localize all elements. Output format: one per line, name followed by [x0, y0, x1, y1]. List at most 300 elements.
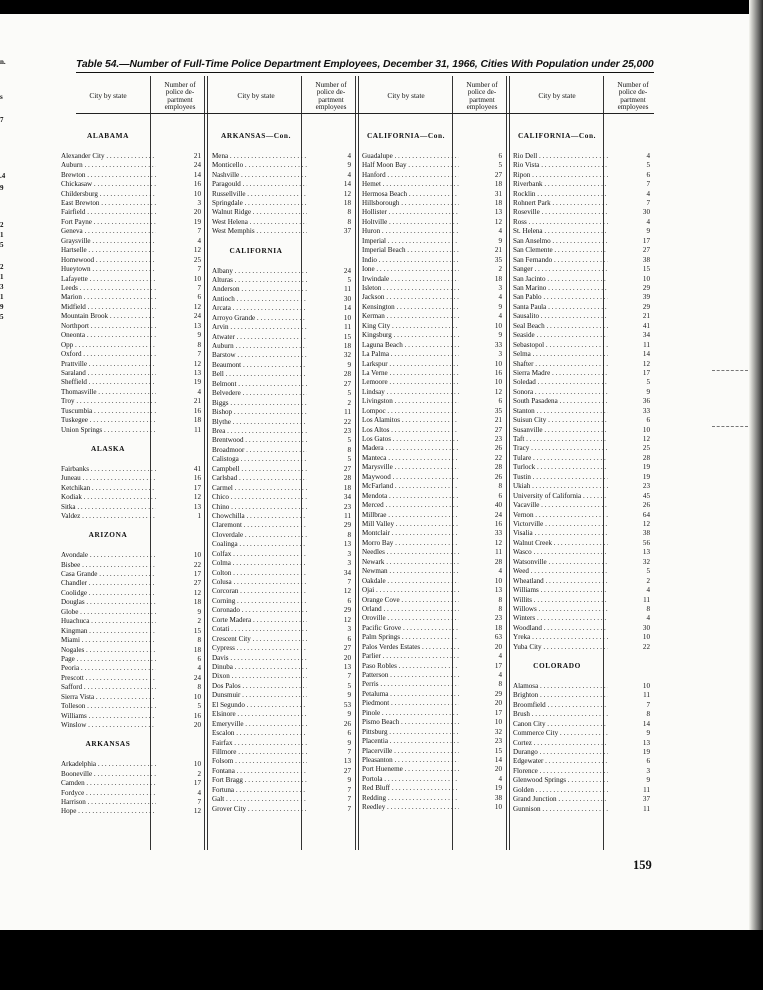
employee-count: 4 — [347, 170, 351, 179]
table-row — [212, 333, 355, 342]
employee-count: 27 — [343, 464, 351, 473]
table-row — [212, 540, 355, 549]
city-name: Prattville . . . — [61, 360, 156, 369]
employee-count: 28 — [343, 370, 351, 379]
city-name: Cotati . . . — [212, 625, 307, 634]
table-row — [513, 473, 654, 482]
table-row — [61, 388, 205, 397]
city-name: Campbell . . . — [212, 465, 307, 474]
city-name: Dunsmuir . . . — [212, 691, 307, 700]
table-row — [61, 152, 205, 161]
city-name: King City . . . — [362, 322, 459, 331]
table-row — [212, 739, 355, 748]
city-name: Shafter . . . — [513, 360, 608, 369]
margin-fragment: s — [0, 93, 3, 101]
city-name: Juneau . . . — [61, 474, 156, 483]
employee-count: 6 — [197, 293, 201, 302]
table-row — [513, 614, 654, 623]
city-name: Huachuca . . . — [61, 617, 156, 626]
city-name: Homewood . . . — [61, 256, 156, 265]
employee-count: 13 — [494, 586, 502, 595]
state-heading: ARIZONA — [88, 530, 128, 540]
table-row — [61, 227, 205, 236]
employee-count: 9 — [646, 776, 650, 785]
city-name: Tuskegee . . . — [61, 416, 156, 425]
table-row — [513, 227, 654, 236]
city-name: Woodland . . . — [513, 624, 608, 633]
city-name: Oxford . . . — [61, 350, 156, 359]
state-heading: ARKANSAS—Con. — [220, 131, 292, 140]
table-row — [513, 341, 654, 350]
city-name: Millbrae . . . — [362, 511, 459, 520]
table-row — [212, 455, 355, 464]
employee-count: 5 — [347, 455, 351, 464]
city-name: McFarland . . . — [362, 482, 459, 491]
table-row — [61, 503, 205, 512]
city-name: Fillmore . . . — [212, 748, 307, 757]
employee-count: 17 — [193, 570, 201, 579]
city-name: Watsonville . . . — [513, 558, 608, 567]
table-row — [513, 605, 654, 614]
table-row — [362, 652, 506, 661]
employee-count: 7 — [347, 804, 351, 813]
margin-fragment: 9 — [0, 184, 4, 192]
table-row — [362, 803, 506, 812]
city-name: Yuba City . . . — [513, 643, 608, 652]
table-row — [61, 246, 205, 255]
table-row — [212, 654, 355, 663]
employee-count: 18 — [343, 199, 351, 208]
employee-count: 7 — [197, 265, 201, 274]
table-row — [212, 606, 355, 615]
table-row — [61, 322, 205, 331]
employee-count: 11 — [344, 408, 351, 417]
employee-count: 5 — [347, 275, 351, 284]
employee-count: 15 — [193, 626, 201, 635]
employee-count: 16 — [494, 519, 502, 528]
employee-count: 16 — [193, 474, 201, 483]
city-name: Los Alamitos . . . — [362, 416, 459, 425]
employee-count: 10 — [494, 718, 502, 727]
city-name: Mena . . . — [212, 152, 307, 161]
table-row — [513, 805, 654, 814]
employee-count: 17 — [642, 236, 650, 245]
employee-count: 29 — [642, 283, 650, 292]
table-row — [61, 789, 205, 798]
scan-top-edge — [0, 0, 763, 14]
table-row — [61, 721, 205, 730]
employee-count: 11 — [344, 323, 351, 332]
table-row — [362, 171, 506, 180]
employee-count: 7 — [347, 785, 351, 794]
table-row — [61, 208, 205, 217]
table-row — [212, 691, 355, 700]
employee-count: 4 — [646, 217, 650, 226]
city-name: Tulare . . . — [513, 454, 608, 463]
table-row — [212, 418, 355, 427]
employee-count: 12 — [343, 615, 351, 624]
city-name: Pismo Beach . . . — [362, 718, 459, 727]
city-name: Pleasanton . . . — [362, 756, 459, 765]
city-name: Brewton . . . — [61, 171, 156, 180]
city-name: Rio Vista . . . — [513, 161, 608, 170]
city-name: Dixon . . . — [212, 672, 307, 681]
employee-count: 29 — [642, 302, 650, 311]
table-row — [212, 227, 355, 236]
city-name: Geneva . . . — [61, 227, 156, 236]
employee-count: 27 — [193, 579, 201, 588]
city-name: Willows . . . — [513, 605, 608, 614]
employee-count: 23 — [494, 435, 502, 444]
employee-count: 6 — [646, 757, 650, 766]
table-row — [362, 662, 506, 671]
table-row — [362, 275, 506, 284]
table-row — [212, 635, 355, 644]
city-name: Cloverdale . . . — [212, 531, 307, 540]
city-name: La Palma . . . — [362, 350, 459, 359]
employee-count: 13 — [494, 208, 502, 217]
table-row — [212, 351, 355, 360]
employee-count: 26 — [494, 444, 502, 453]
employee-count: 12 — [193, 246, 201, 255]
table-row — [61, 484, 205, 493]
city-name: Visalia . . . — [513, 529, 608, 538]
table-row — [362, 624, 506, 633]
table-row — [212, 559, 355, 568]
table-row — [362, 501, 506, 510]
city-name: Chickasaw . . . — [61, 180, 156, 189]
city-name: Madera . . . — [362, 444, 459, 453]
city-name: Kingman . . . — [61, 627, 156, 636]
employee-count: 18 — [494, 274, 502, 283]
city-name: Winslow . . . — [61, 721, 156, 730]
city-name: East Brewton . . . — [61, 199, 156, 208]
city-name: Sierra Madre . . . — [513, 369, 608, 378]
table-row — [513, 246, 654, 255]
employee-count: 3 — [197, 199, 201, 208]
table-row — [513, 701, 654, 710]
table-row — [61, 712, 205, 721]
city-name: Fairfax . . . — [212, 739, 307, 748]
employee-count: 10 — [193, 692, 201, 701]
table-row — [362, 463, 506, 472]
table-row — [362, 728, 506, 737]
city-name: Santa Paula . . . — [513, 303, 608, 312]
table-row — [61, 636, 205, 645]
city-name: Nogales . . . — [61, 646, 156, 655]
margin-fragment: 2 — [0, 221, 4, 229]
city-name: Lompoc . . . — [362, 407, 459, 416]
employee-count: 4 — [197, 788, 201, 797]
employee-count: 10 — [642, 425, 650, 434]
employee-count: 25 — [642, 444, 650, 453]
city-name: Maywood . . . — [362, 473, 459, 482]
employee-count: 7 — [347, 672, 351, 681]
employee-count: 4 — [498, 227, 502, 236]
employee-count: 17 — [193, 483, 201, 492]
city-name: Gunnison . . . — [513, 805, 608, 814]
employee-count: 2 — [646, 576, 650, 585]
table-row — [362, 199, 506, 208]
table-row — [212, 474, 355, 483]
table-row — [61, 407, 205, 416]
table-row — [61, 265, 205, 274]
table-row — [513, 331, 654, 340]
city-name: Sierra Vista . . . — [61, 693, 156, 702]
city-name: Kensington . . . — [362, 303, 459, 312]
city-name: Riverbank . . . — [513, 180, 608, 189]
employee-count: 13 — [642, 548, 650, 557]
table-row — [212, 295, 355, 304]
city-name: Holtville . . . — [362, 218, 459, 227]
employee-count: 8 — [498, 595, 502, 604]
table-row — [513, 739, 654, 748]
table-row — [212, 380, 355, 389]
table-row — [513, 303, 654, 312]
employee-count: 8 — [197, 683, 201, 692]
table-row — [212, 776, 355, 785]
employee-count: 5 — [347, 681, 351, 690]
employee-count: 24 — [193, 673, 201, 682]
employee-count: 9 — [646, 729, 650, 738]
employee-count: 4 — [347, 151, 351, 160]
table-row — [61, 579, 205, 588]
table-row — [513, 558, 654, 567]
city-name: Wheatland . . . — [513, 577, 608, 586]
employee-count: 7 — [347, 795, 351, 804]
table-row — [513, 322, 654, 331]
table-row — [61, 589, 205, 598]
table-row — [61, 341, 205, 350]
employee-count: 9 — [498, 236, 502, 245]
table-row — [61, 426, 205, 435]
table-row — [513, 691, 654, 700]
table-row — [362, 180, 506, 189]
state-heading: ALABAMA — [87, 131, 129, 140]
state-heading: ALASKA — [90, 443, 125, 453]
city-name: Placerville . . . — [362, 747, 459, 756]
table-row — [212, 587, 355, 596]
city-name: Guadalupe . . . — [362, 152, 459, 161]
employee-count: 23 — [343, 502, 351, 511]
table-row — [362, 360, 506, 369]
city-name: Sanger . . . — [513, 265, 608, 274]
table-row — [513, 416, 654, 425]
city-name: Hanford . . . — [362, 171, 459, 180]
city-name: Brush . . . — [513, 710, 608, 719]
table-row — [362, 161, 506, 170]
employee-count: 4 — [498, 671, 502, 680]
table-row — [212, 399, 355, 408]
table-row — [362, 784, 506, 793]
employee-count: 22 — [494, 453, 502, 462]
city-name: Folsom . . . — [212, 757, 307, 766]
employee-count: 4 — [197, 387, 201, 396]
table-row — [513, 767, 654, 776]
employee-count: 21 — [193, 397, 201, 406]
employee-count: 40 — [494, 501, 502, 510]
header-employee-count: Number of police de- partment employees — [164, 81, 196, 111]
city-name: Paragould . . . — [212, 180, 307, 189]
table-row — [513, 190, 654, 199]
table-row — [513, 633, 654, 642]
margin-fragment: 1 — [0, 231, 4, 239]
city-name: Pittsburg . . . — [362, 728, 459, 737]
table-row — [212, 171, 355, 180]
employee-count: 4 — [646, 151, 650, 160]
table-row — [513, 720, 654, 729]
city-name: Oneonta . . . — [61, 331, 156, 340]
city-name: Chowchilla . . . — [212, 512, 307, 521]
margin-fragment: 9 — [0, 303, 4, 311]
employee-count: 9 — [347, 710, 351, 719]
employee-count: 12 — [343, 189, 351, 198]
city-name: Seaside . . . — [513, 331, 608, 340]
margin-rule — [712, 426, 748, 427]
table-row — [362, 482, 506, 491]
table-row — [513, 729, 654, 738]
city-name: West Memphis . . . — [212, 227, 307, 236]
city-name: Willits . . . — [513, 596, 608, 605]
employee-count: 10 — [642, 274, 650, 283]
employee-count: 37 — [343, 227, 351, 236]
table-row — [513, 492, 654, 501]
employee-count: 12 — [642, 435, 650, 444]
city-name: Dinuba . . . — [212, 663, 307, 672]
margin-fragment: 1 — [0, 273, 4, 281]
table-row — [61, 303, 205, 312]
city-name: Fortuna . . . — [212, 786, 307, 795]
employee-count: 19 — [193, 378, 201, 387]
employee-count: 12 — [494, 387, 502, 396]
city-name: Walnut Creek . . . — [513, 539, 608, 548]
city-name: Fairbanks . . . — [61, 465, 156, 474]
city-name: Arroyo Grande . . . — [212, 314, 307, 323]
employee-count: 23 — [343, 427, 351, 435]
city-name: Ojai . . . — [362, 586, 459, 595]
city-name: Hope . . . — [61, 807, 156, 816]
table-row — [362, 643, 506, 652]
table-row — [362, 284, 506, 293]
table-row — [61, 608, 205, 617]
employee-count: 7 — [347, 578, 351, 587]
employee-count: 18 — [494, 180, 502, 189]
city-name: Durango . . . — [513, 748, 608, 757]
employee-count: 14 — [642, 350, 650, 359]
city-name: Perris . . . — [362, 680, 459, 689]
city-name: Merced . . . — [362, 501, 459, 510]
city-name: Tolleson . . . — [61, 702, 156, 711]
employee-count: 8 — [498, 680, 502, 689]
table-row — [212, 314, 355, 323]
city-name: Biggs . . . — [212, 399, 307, 408]
table-row — [212, 493, 355, 502]
city-name: Emeryville . . . — [212, 720, 307, 729]
employee-count: 18 — [193, 598, 201, 607]
table-row — [61, 237, 205, 246]
city-name: St. Helena . . . — [513, 227, 608, 236]
table-row — [513, 152, 654, 161]
employee-count: 12 — [343, 587, 351, 596]
city-name: Portola . . . — [362, 775, 459, 784]
city-name: Needles . . . — [362, 548, 459, 557]
employee-count: 35 — [494, 406, 502, 415]
city-name: Dos Palos . . . — [212, 682, 307, 691]
city-name: Williams . . . — [61, 712, 156, 721]
city-name: Alturas . . . — [212, 276, 307, 285]
city-name: Seal Beach . . . — [513, 322, 608, 331]
table-row — [212, 465, 355, 474]
table-row — [212, 503, 355, 512]
city-name: Davis . . . — [212, 654, 307, 663]
employee-count: 24 — [494, 510, 502, 519]
city-name: Marysville . . . — [362, 463, 459, 472]
table-row — [513, 435, 654, 444]
city-name: Turlock . . . — [513, 463, 608, 472]
city-name: Russellville . . . — [212, 190, 307, 199]
employee-count: 8 — [646, 710, 650, 719]
city-name: Corning . . . — [212, 597, 307, 606]
table-row — [61, 190, 205, 199]
table-row — [212, 190, 355, 199]
city-name: Bishop . . . — [212, 408, 307, 417]
city-name: Lafayette . . . — [61, 275, 156, 284]
city-name: Calistoga . . . — [212, 455, 307, 464]
employee-count: 28 — [494, 463, 502, 472]
employee-count: 9 — [347, 738, 351, 747]
city-name: Laguna Beach . . . — [362, 341, 459, 350]
table-row — [513, 360, 654, 369]
city-name: Susanville . . . — [513, 426, 608, 435]
employee-count: 33 — [642, 406, 650, 415]
table-row — [362, 265, 506, 274]
table-row — [212, 436, 355, 445]
margin-fragment: 7 — [0, 116, 4, 124]
city-name: Winters . . . — [513, 614, 608, 623]
city-name: Miami . . . — [61, 636, 156, 645]
city-name: Albany . . . — [212, 267, 307, 276]
city-name: Prescott . . . — [61, 674, 156, 683]
employee-count: 38 — [494, 793, 502, 802]
employee-count: 20 — [343, 653, 351, 662]
employee-count: 6 — [347, 596, 351, 605]
employee-count: 6 — [498, 397, 502, 406]
employee-count: 2 — [347, 398, 351, 407]
city-name: Ross . . . — [513, 218, 608, 227]
employee-count: 12 — [642, 359, 650, 368]
margin-fragment: n. — [0, 58, 6, 66]
employee-count: 12 — [193, 302, 201, 311]
employee-count: 20 — [494, 765, 502, 774]
table-row — [362, 350, 506, 359]
city-name: Broomfield . . . — [513, 701, 608, 710]
city-name: Oakdale . . . — [362, 577, 459, 586]
table-row — [362, 388, 506, 397]
employee-count: 12 — [642, 519, 650, 528]
table-row — [513, 682, 654, 691]
city-name: Chandler . . . — [61, 579, 156, 588]
employee-count: 3 — [498, 283, 502, 292]
employee-count: 12 — [494, 538, 502, 547]
city-name: Belvedere . . . — [212, 389, 307, 398]
employee-count: 13 — [642, 738, 650, 747]
city-name: Beaumont . . . — [212, 361, 307, 370]
employee-count: 12 — [193, 493, 201, 502]
city-name: Hemet . . . — [362, 180, 459, 189]
city-name: Fordyce . . . — [61, 789, 156, 798]
margin-rule — [712, 370, 748, 371]
table-row — [212, 748, 355, 757]
